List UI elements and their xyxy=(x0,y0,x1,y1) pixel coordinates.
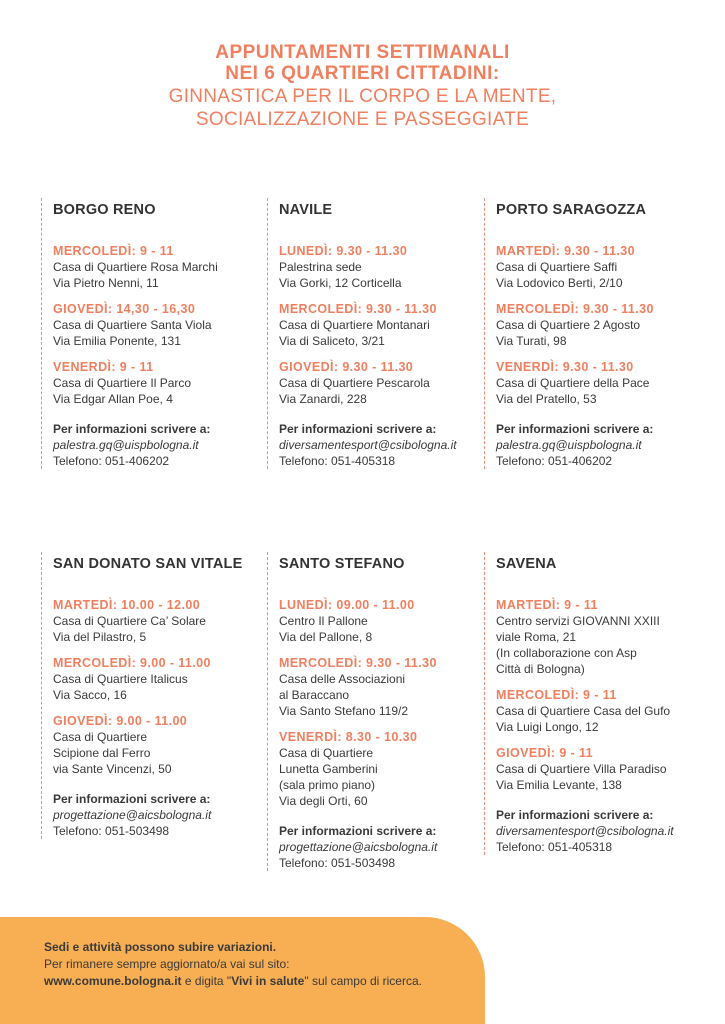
venue-line: Via Zanardi, 228 xyxy=(279,392,367,406)
venue-line: Via Edgar Allan Poe, 4 xyxy=(53,392,173,406)
schedule-time: MERCOLEDÌ: 9.30 - 11.30 xyxy=(279,302,437,316)
district-title: BORGO RENO xyxy=(53,202,156,218)
district-column xyxy=(484,198,696,469)
contact-label: Per informazioni scrivere a: xyxy=(279,422,437,436)
venue-line: Casa di Quartiere 2 Agosto xyxy=(496,318,641,332)
venue-line: al Baraccano xyxy=(279,688,350,702)
schedule-time: VENERDÌ: 9 - 11 xyxy=(53,360,154,374)
schedule-entry xyxy=(496,687,696,735)
venue-line: Via Pietro Nenni, 11 xyxy=(53,276,159,290)
schedule-time: MARTEDÌ: 9.30 - 11.30 xyxy=(496,244,636,258)
schedule-entry xyxy=(496,745,696,793)
schedule-entry xyxy=(496,243,696,291)
venue-line: (In collaborazione con Asp xyxy=(496,646,637,660)
footer-notice xyxy=(0,917,485,1024)
schedule-time: MARTEDÌ: 9 - 11 xyxy=(496,598,598,612)
venue-line: Via Emilia Levante, 138 xyxy=(496,778,622,792)
contact-email[interactable]: progettazione@aicsbologna.it xyxy=(279,840,438,854)
page-title-line-1: APPUNTAMENTI SETTIMANALI xyxy=(215,42,510,63)
venue-line: Via del Pilastro, 5 xyxy=(53,630,147,644)
footer-warning: Sedi e attività possono subire variazioni. xyxy=(44,940,277,954)
contact-info xyxy=(496,421,696,469)
venue-line: via Sante Vincenzi, 50 xyxy=(53,762,172,776)
contact-label: Per informazioni scrivere a: xyxy=(496,808,654,822)
schedule-entry xyxy=(496,359,696,407)
venue-line: (sala primo piano) xyxy=(279,778,376,792)
page-subtitle-line-2: SOCIALIZZAZIONE E PASSEGGIATE xyxy=(195,109,530,130)
venue-line: Palestrina sede xyxy=(279,260,362,274)
venue-line: Casa di Quartiere xyxy=(53,730,148,744)
schedule-time: GIOVEDÌ: 9.30 - 11.30 xyxy=(279,360,414,374)
venue-line: Via di Saliceto, 3/21 xyxy=(279,334,385,348)
page-header xyxy=(0,42,725,130)
district-column xyxy=(484,552,696,855)
schedule-time: GIOVEDÌ: 9.00 - 11.00 xyxy=(53,714,188,728)
venue-line: Casa di Quartiere Casa del Gufo xyxy=(496,704,671,718)
district-column xyxy=(267,198,479,469)
contact-phone: Telefono: 051-503498 xyxy=(53,824,170,838)
contact-email[interactable]: progettazione@aicsbologna.it xyxy=(53,808,212,822)
schedule-time: LUNEDÌ: 9.30 - 11.30 xyxy=(279,244,408,258)
venue-line: Casa di Quartiere della Pace xyxy=(496,376,650,390)
venue-line: Via Sacco, 16 xyxy=(53,688,127,702)
footer-text-mid: e digita " xyxy=(181,974,232,988)
schedule-entry xyxy=(279,655,479,719)
schedule-entry xyxy=(496,301,696,349)
schedule-entry xyxy=(53,713,253,777)
schedule-entry xyxy=(279,301,479,349)
venue-line: Città di Bologna) xyxy=(496,662,585,676)
contact-email[interactable]: palestra.gq@uispbologna.it xyxy=(53,438,199,452)
venue-line: Via del Pratello, 53 xyxy=(496,392,597,406)
venue-line: Via Santo Stefano 119/2 xyxy=(279,704,408,718)
venue-line: Casa di Quartiere xyxy=(279,746,374,760)
venue-line: Via degli Orti, 60 xyxy=(279,794,368,808)
footer-search-hint xyxy=(44,973,422,990)
schedule-entry xyxy=(279,359,479,407)
venue-line: Casa di Quartiere Montanari xyxy=(279,318,430,332)
venue-line: Casa di Quartiere Saffi xyxy=(496,260,618,274)
schedule-entry xyxy=(279,243,479,291)
venue-line: Via Gorki, 12 Corticella xyxy=(279,276,402,290)
district-title: PORTO SARAGOZZA xyxy=(496,202,647,218)
schedule-entry xyxy=(279,597,479,645)
venue-line: Casa di Quartiere Italicus xyxy=(53,672,188,686)
schedule-entry xyxy=(53,597,253,645)
district-title: SANTO STEFANO xyxy=(279,556,405,572)
contact-phone: Telefono: 051-503498 xyxy=(279,856,396,870)
district-column xyxy=(41,552,253,839)
contact-info xyxy=(53,421,253,469)
schedule-time: MERCOLEDÌ: 9 - 11 xyxy=(496,688,617,702)
venue-line: Lunetta Gamberini xyxy=(279,762,378,776)
schedule-entry xyxy=(279,729,479,809)
venue-line: Centro servizi GIOVANNI XXIII xyxy=(496,614,660,628)
schedule-entry xyxy=(53,301,253,349)
venue-line: viale Roma, 21 xyxy=(496,630,577,644)
venue-line: Centro Il Pallone xyxy=(279,614,368,628)
schedule-time: MERCOLEDÌ: 9 - 11 xyxy=(53,244,174,258)
contact-label: Per informazioni scrivere a: xyxy=(496,422,654,436)
venue-line: Via Emilia Ponente, 131 xyxy=(53,334,181,348)
footer-text-end: " sul campo di ricerca. xyxy=(304,974,422,988)
contact-email[interactable]: diversamentesport@csibologna.it xyxy=(496,824,674,838)
venue-line: Casa delle Associazioni xyxy=(279,672,406,686)
district-column xyxy=(41,198,253,469)
schedule-entry xyxy=(53,359,253,407)
district-title: SAN DONATO SAN VITALE xyxy=(53,556,243,572)
footer-keyword: Vivi in salute xyxy=(231,974,305,988)
venue-line: Casa di Quartiere Rosa Marchi xyxy=(53,260,218,274)
venue-line: Casa di Quartiere Villa Paradiso xyxy=(496,762,667,776)
venue-line: Via Lodovico Berti, 2/10 xyxy=(496,276,623,290)
page-title-line-2: NEI 6 QUARTIERI CITTADINI: xyxy=(225,63,500,84)
contact-info xyxy=(279,823,479,871)
venue-line: Scipione dal Ferro xyxy=(53,746,151,760)
schedule-time: LUNEDÌ: 09.00 - 11.00 xyxy=(279,598,415,612)
contact-label: Per informazioni scrivere a: xyxy=(53,422,211,436)
district-title: SAVENA xyxy=(496,556,557,572)
venue-line: Via Luigi Longo, 12 xyxy=(496,720,599,734)
contact-phone: Telefono: 051-405318 xyxy=(279,454,396,468)
venue-line: Casa di Quartiere Pescarola xyxy=(279,376,430,390)
schedule-time: MERCOLEDÌ: 9.30 - 11.30 xyxy=(496,302,654,316)
schedule-time: MERCOLEDÌ: 9.00 - 11.00 xyxy=(53,656,211,670)
venue-line: Casa di Quartiere Il Parco xyxy=(53,376,192,390)
contact-email[interactable]: diversamentesport@csibologna.it xyxy=(279,438,457,452)
schedule-time: GIOVEDÌ: 14,30 - 16,30 xyxy=(53,302,196,316)
schedule-entry xyxy=(53,243,253,291)
schedule-time: GIOVEDÌ: 9 - 11 xyxy=(496,746,594,760)
contact-info xyxy=(53,791,253,839)
contact-email[interactable]: palestra.gq@uispbologna.it xyxy=(496,438,642,452)
schedule-time: VENERDÌ: 8.30 - 10.30 xyxy=(279,730,418,744)
schedule-time: MERCOLEDÌ: 9.30 - 11.30 xyxy=(279,656,437,670)
schedule-entry xyxy=(496,597,696,677)
venue-line: Via del Pallone, 8 xyxy=(279,630,373,644)
venue-line: Casa di Quartiere Santa Viola xyxy=(53,318,212,332)
contact-info xyxy=(496,807,696,855)
schedule-time: MARTEDÌ: 10.00 - 12.00 xyxy=(53,598,201,612)
page-subtitle-line-1: GINNASTICA PER IL CORPO E LA MENTE, xyxy=(168,86,557,107)
schedule-entry xyxy=(53,655,253,703)
district-column xyxy=(267,552,479,871)
district-title: NAVILE xyxy=(279,202,333,218)
venue-line: Via Turati, 98 xyxy=(496,334,567,348)
venue-line: Casa di Quartiere Ca’ Solare xyxy=(53,614,206,628)
footer-instructions: Per rimanere sempre aggiornato/a vai sul sito: xyxy=(44,957,290,971)
schedule-time: VENERDÌ: 9.30 - 11.30 xyxy=(496,360,634,374)
contact-phone: Telefono: 051-406202 xyxy=(53,454,170,468)
contact-label: Per informazioni scrivere a: xyxy=(279,824,437,838)
contact-info xyxy=(279,421,479,469)
footer-site-link[interactable]: www.comune.bologna.it xyxy=(44,974,182,988)
contact-label: Per informazioni scrivere a: xyxy=(53,792,211,806)
contact-phone: Telefono: 051-406202 xyxy=(496,454,613,468)
contact-phone: Telefono: 051-405318 xyxy=(496,840,613,854)
